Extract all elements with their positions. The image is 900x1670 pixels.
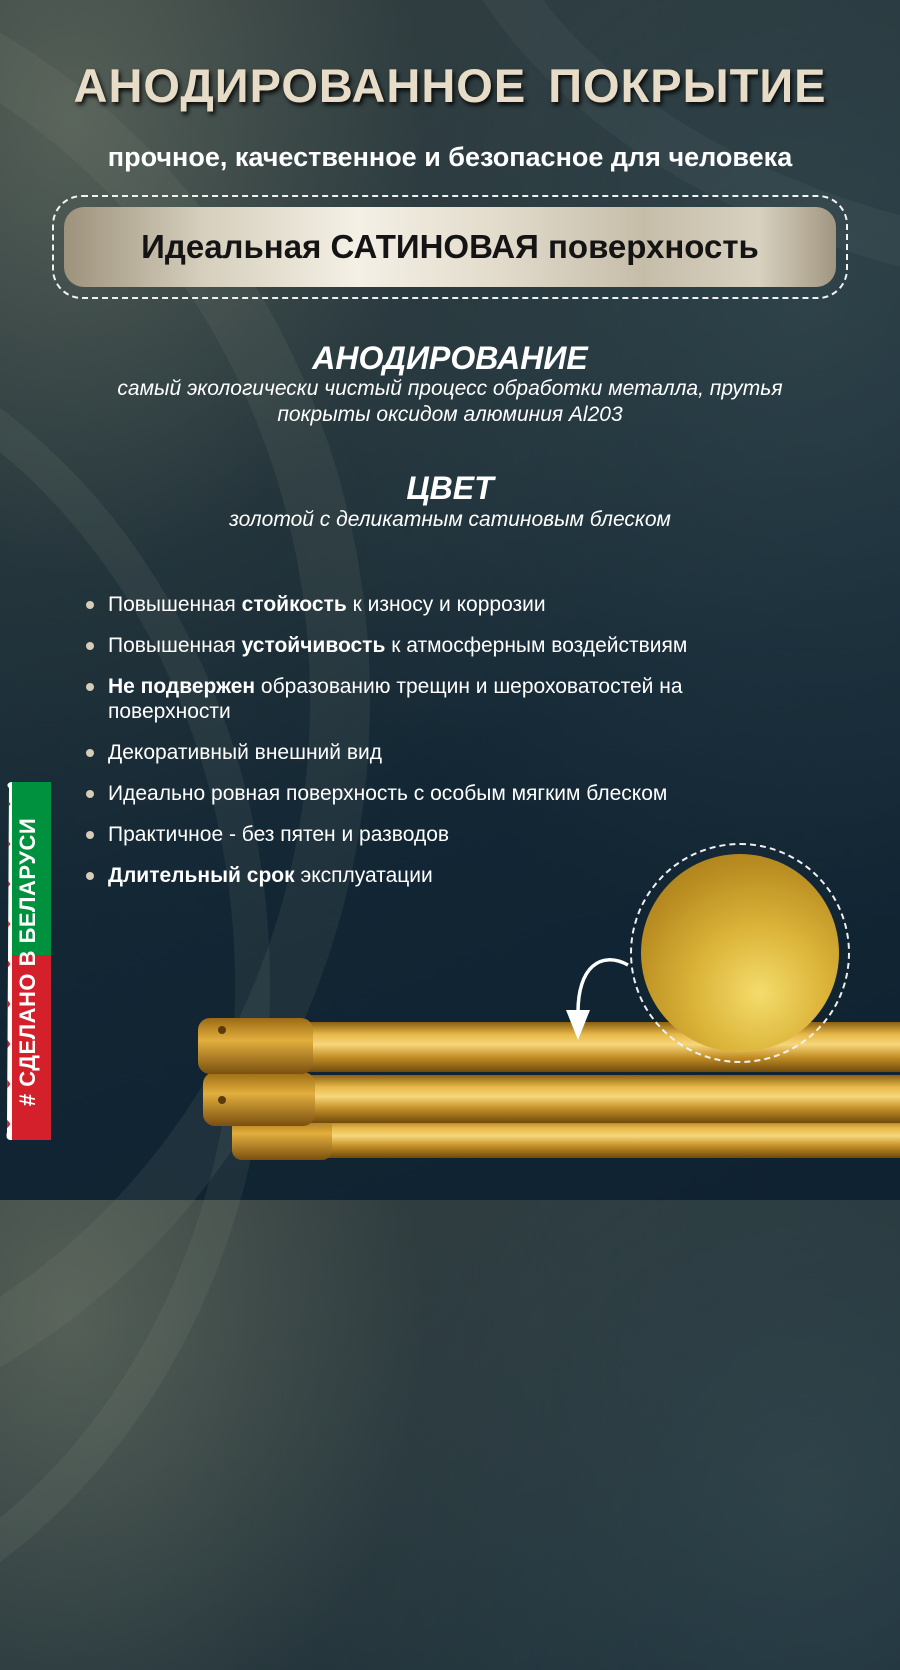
feature-item: Длительный срок эксплуатации xyxy=(86,863,806,888)
anodizing-title: АНОДИРОВАНИЕ xyxy=(312,340,588,376)
color-title: ЦВЕТ xyxy=(406,470,494,506)
page-title: АНОДИРОВАННОЕ ПОКРЫТИЕ xyxy=(73,59,827,112)
feature-item: Идеально ровная поверхность с особым мягким блеском xyxy=(86,781,806,806)
feature-item: Не подвержен образованию трещин и шероховатостей на поверхности xyxy=(86,674,806,724)
zoom-circle xyxy=(630,843,850,1063)
feature-item: Повышенная стойкость к износу и коррозии xyxy=(86,592,806,617)
feature-item: Декоративный внешний вид xyxy=(86,740,806,765)
page-subtitle: прочное, качественное и безопасное для человека xyxy=(107,142,793,172)
color-description: золотой с деликатным сатиновым блеском xyxy=(229,508,671,531)
feature-item: Повышенная устойчивость к атмосферным воздействиям xyxy=(86,633,806,658)
rod-middle xyxy=(203,1072,900,1126)
anodizing-line-2: покрыты оксидом алюминия Al203 xyxy=(277,403,623,426)
anodizing-line-1: самый экологически чистый процесс обработки металла, прутья xyxy=(117,377,783,400)
feature-item: Практичное - без пятен и разводов xyxy=(86,822,806,847)
satin-banner-label: Идеальная САТИНОВАЯ поверхность xyxy=(141,228,759,265)
arrow-icon xyxy=(578,960,628,1012)
badge-text: # СДЕЛАНО В БЕЛАРУСИ xyxy=(15,817,40,1107)
